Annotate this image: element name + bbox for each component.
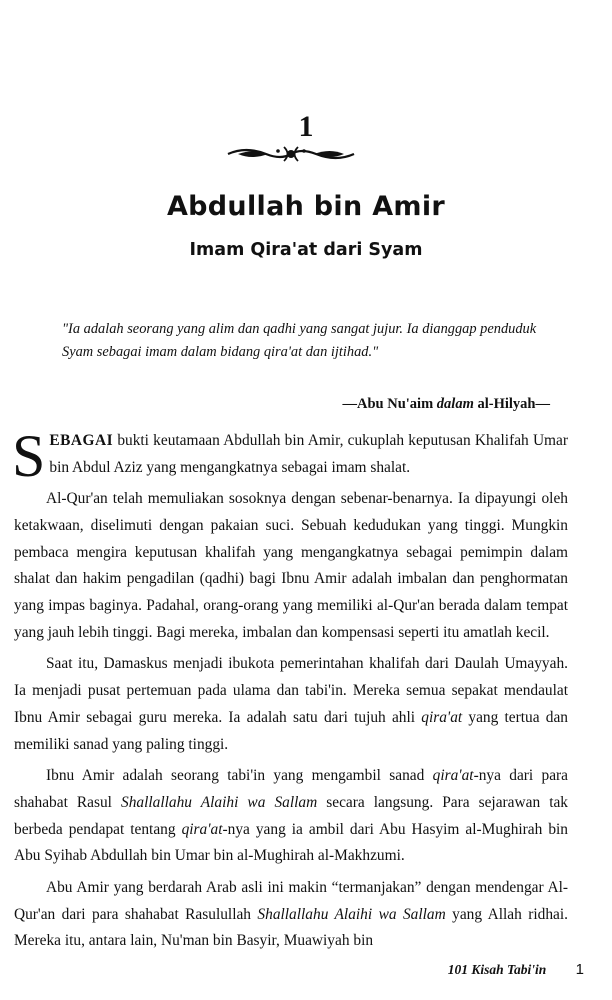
p5-italic: Shallallahu Alaihi wa Sallam bbox=[257, 905, 446, 923]
p4-italic-2: Shallallahu Alaihi wa Sallam bbox=[121, 793, 318, 811]
page-footer bbox=[448, 960, 584, 980]
epigraph bbox=[62, 318, 540, 363]
paragraph-1-text: bukti keutamaan Abdullah bin Amir, cukuplah keputusan Khalifah Umar bin Abdul Aziz yang mengangkatnya sebagai imam shalat. bbox=[49, 432, 568, 476]
source-middle: dalam bbox=[436, 396, 474, 412]
drop-cap: S bbox=[12, 423, 46, 489]
lead-word: EBAGAI bbox=[49, 432, 114, 449]
paragraph-4 bbox=[14, 763, 568, 870]
p5-part-a: Abu Amir yang berdarah Arab asli ini makin “termanjakan” dengan mendengar Al-Qur'an dari para shahabat Rasulullah bbox=[14, 878, 568, 923]
chapter-subtitle: Imam Qira'at dari Syam bbox=[189, 240, 423, 260]
ornament-divider-icon bbox=[226, 142, 356, 166]
p3-part-a: Saat itu, Damaskus menjadi ibukota pemerintahan khalifah dari Daulah Umayyah. Ia menjadi pusat pertemuan pada ulama dan tabi'in. Mereka semua sepakat mendaulat Ibnu Amir sebagai guru mereka. Ia adalah satu dari tujuh ahli bbox=[14, 655, 568, 726]
p4-italic-1: qira'at bbox=[432, 767, 474, 785]
paragraph-1 bbox=[12, 423, 568, 489]
epigraph-source bbox=[343, 393, 550, 415]
paragraph-5 bbox=[14, 875, 568, 955]
chapter-number: 1 bbox=[298, 110, 314, 143]
book-title: 101 Kisah Tabi'in bbox=[447, 962, 547, 977]
p4-part-a: Ibnu Amir adalah seorang tabi'in yang mengambil sanad bbox=[46, 767, 433, 785]
chapter-title: Abdullah bin Amir bbox=[166, 191, 446, 222]
p4-part-d: -nya yang ia ambil dari Abu Hasyim al-Mughirah bin Abu Syihab Abdullah bin Umar bin al-Mughirah al-Makhzumi. bbox=[14, 820, 568, 865]
epigraph-quote: "Ia adalah seorang yang alim dan qadhi yang sangat jujur. Ia dianggap penduduk Syam sebagai imam dalam bidang qira'at dan ijtihad." bbox=[62, 321, 537, 360]
source-prefix: —Abu Nu'aim bbox=[342, 396, 437, 412]
body-text bbox=[12, 423, 569, 960]
paragraph-3 bbox=[14, 651, 568, 758]
source-suffix: al-Hilyah— bbox=[473, 396, 550, 412]
p5-part-b: yang Allah ridhai. Mereka itu, antara lain, Nu'man bin Basyir, Muawiyah bin bbox=[14, 905, 568, 950]
p3-italic: qira'at bbox=[421, 708, 463, 726]
p4-part-b: -nya dari para shahabat Rasul bbox=[14, 767, 569, 811]
p4-part-c: secara langsung. Para sejarawan tak berbeda pendapat tentang bbox=[14, 793, 568, 838]
p3-part-b: yang tertua dan memiliki sanad yang paling tinggi. bbox=[14, 708, 569, 753]
page-number: 1 bbox=[575, 961, 584, 978]
paragraph-2: Al-Qur'an telah memuliakan sosoknya dengan sebenar-benarnya. Ia dipayungi oleh ketakwaan, diselimuti dengan pakaian suci. Sebuah kedudukan yang tinggi. Mungkin pembaca mengira keputusan khalifah yang mengangkatnya sebagai pemimpin dalam shalat dan hakim pengadilan (qadhi) bagi Ibnu Amir adalah imbalan dan penghormatan yang impas baginya. Padahal, orang-orang yang memiliki al-Qur'an berada dalam tempat yang jauh lebih tinggi. Bagi mereka, imbalan dan kompensasi seperti itu amatlah kecil. bbox=[14, 490, 568, 642]
p4-italic-3: qira'at bbox=[181, 820, 223, 838]
